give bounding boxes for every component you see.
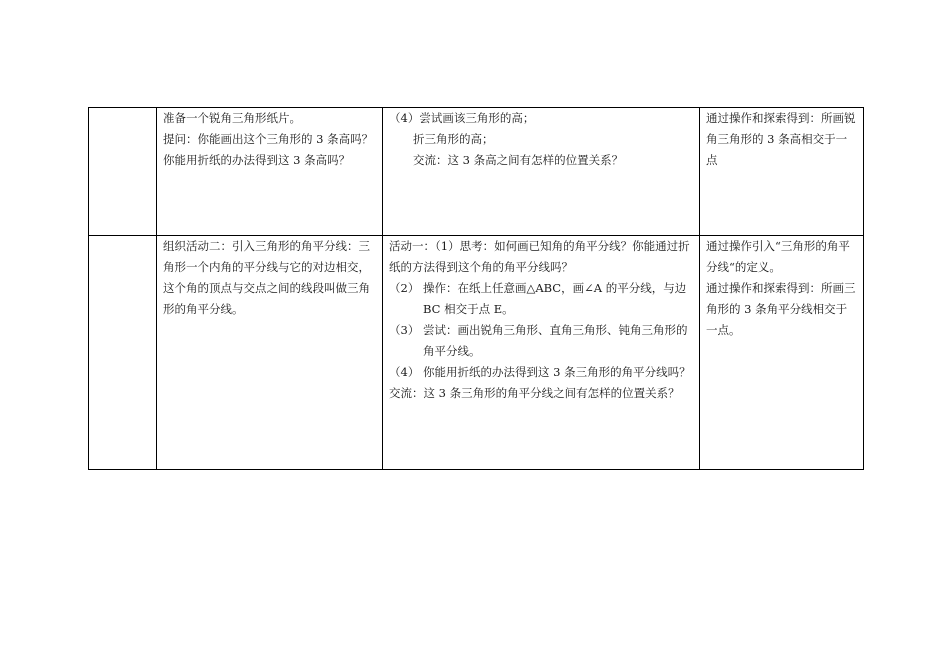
text-paragraph: 活动一：（1）思考：如何画已知角的角平分线？你能通过折纸的方法得到这个角的角平分线吗？ <box>389 239 690 274</box>
text-line: 提问：你能画出这个三角形的 3 条高吗？ <box>163 132 374 146</box>
student-activity-cell <box>383 108 700 236</box>
design-intent-cell <box>700 108 864 236</box>
student-activity-cell <box>383 236 700 470</box>
item-text: 操作：在纸上任意画△ABC，画∠A 的平分线，与边 BC 相交于点 E。 <box>423 281 687 316</box>
item-number: （2） <box>389 281 420 295</box>
design-intent-cell <box>700 236 864 470</box>
teacher-activity-cell <box>157 108 383 236</box>
text-line: 交流：这 3 条高之间有怎样的位置关系？ <box>413 153 624 167</box>
empty-cell <box>89 236 157 470</box>
text-paragraph: 通过操作和探索得到：所画三角形的 3 条角平分线相交于一点。 <box>706 281 856 337</box>
text-line: 准备一个锐角三角形纸片。 <box>163 111 301 125</box>
item-number: （3） <box>389 323 420 337</box>
text-line: 你能用折纸的办法得到这 3 条高吗？ <box>163 153 351 167</box>
text-line: 折三角形的高； <box>413 132 494 146</box>
text-paragraph: 组织活动二：引入三角形的角平分线：三角形一个内角的平分线与它的对边相交，这个角的顶点与交点之间的线段叫做三角形的角平分线。 <box>163 239 370 316</box>
lesson-plan-table <box>88 107 864 470</box>
list-item <box>389 320 693 362</box>
text-paragraph: 通过操作和探索得到：所画锐角三角形的 3 条高相交于一点 <box>706 111 856 167</box>
table-row <box>89 236 864 470</box>
text-line: （4）尝试画该三角形的高； <box>389 111 535 125</box>
text-paragraph: 交流：这 3 条三角形的角平分线之间有怎样的位置关系？ <box>389 386 680 400</box>
teacher-activity-cell <box>157 236 383 470</box>
table-row <box>89 108 864 236</box>
list-item <box>389 362 693 383</box>
item-text: 你能用折纸的办法得到这 3 条三角形的角平分线吗？ <box>423 365 691 379</box>
text-paragraph: 通过操作引入“三角形的角平分线“的定义。 <box>706 239 850 274</box>
empty-cell <box>89 108 157 236</box>
list-item <box>389 278 693 320</box>
item-text: 尝试：画出锐角三角形、直角三角形、钝角三角形的角平分线。 <box>423 323 688 358</box>
item-number: （4） <box>389 365 420 379</box>
